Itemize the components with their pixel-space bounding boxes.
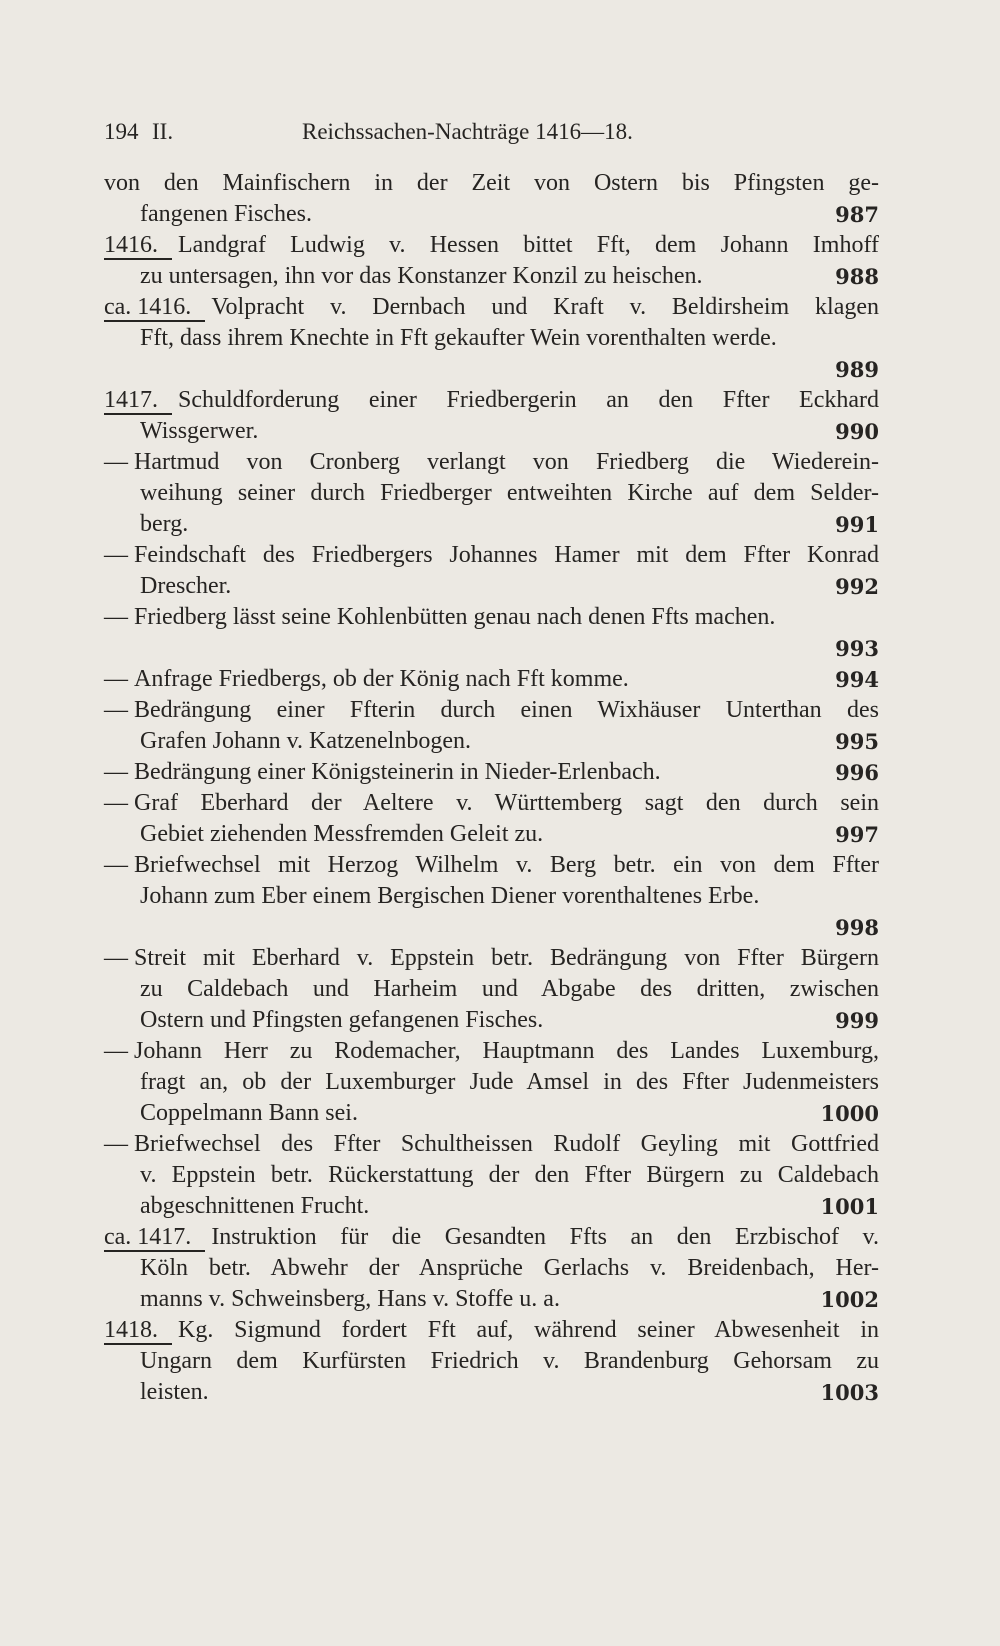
register-entry xyxy=(104,168,879,230)
entry-line xyxy=(104,1315,879,1346)
entry-text: leisten. xyxy=(140,1379,209,1405)
entry-number: 991 xyxy=(835,512,879,537)
ditto-dash: — xyxy=(104,666,128,692)
entry-number: 998 xyxy=(835,915,879,940)
entry-line xyxy=(104,1129,879,1160)
entry-text: manns v. Schweinsberg, Hans v. Stoffe u. a. xyxy=(140,1286,560,1312)
entry-date: ca. 1417. xyxy=(104,1224,205,1252)
entry-line xyxy=(104,664,879,695)
entry-text: Friedberg lässt seine Kohlenbütten genau nach denen Ffts machen. xyxy=(134,604,776,630)
entry-text: Gebiet ziehenden Messfremden Geleit zu. xyxy=(140,821,544,847)
entry-text: weihung seiner durch Friedberger entweihten Kirche auf dem Selder- xyxy=(140,480,879,506)
entry-number: 990 xyxy=(835,419,879,444)
page-number: 194 xyxy=(104,119,139,144)
entry-date: 1417. xyxy=(104,387,172,415)
entry-line xyxy=(104,199,879,230)
entry-line xyxy=(104,540,879,571)
entry-line xyxy=(104,1222,879,1253)
ditto-dash: — xyxy=(104,604,128,630)
entry-text: Wissgerwer. xyxy=(140,418,259,444)
entry-line xyxy=(104,757,879,788)
entry-number: 999 xyxy=(835,1008,879,1033)
entry-text: Bedrängung einer Ffterin durch einen Wixhäuser Unterthan des xyxy=(134,697,879,723)
entry-line xyxy=(104,850,879,881)
entry-text: fangenen Fisches. xyxy=(140,201,312,227)
ditto-dash: — xyxy=(104,852,128,878)
entry-text: Kg. Sigmund fordert Fft auf, während seiner Abwesenheit in xyxy=(178,1317,879,1343)
register-entry xyxy=(104,540,879,602)
entry-number: 993 xyxy=(835,636,879,661)
entry-line xyxy=(104,1346,879,1377)
entry-line xyxy=(104,230,879,261)
entry-line xyxy=(104,1191,879,1222)
entry-text: Johann Herr zu Rodemacher, Hauptmann des Landes Luxemburg, xyxy=(134,1038,879,1064)
entry-text: abgeschnittenen Frucht. xyxy=(140,1193,370,1219)
entry-number: 1002 xyxy=(820,1287,879,1312)
entry-line xyxy=(104,168,879,199)
entry-text: berg. xyxy=(140,511,189,537)
entry-line xyxy=(104,1098,879,1129)
entry-text: Hartmud von Cronberg verlangt von Friedberg die Wiederein- xyxy=(134,449,879,475)
entry-line xyxy=(104,292,879,323)
entry-line xyxy=(104,478,879,509)
entry-number: 989 xyxy=(835,357,879,382)
entry-text: Graf Eberhard der Aeltere v. Württemberg sagt den durch sein xyxy=(134,790,879,816)
register-entry xyxy=(104,1036,879,1129)
entry-number: 995 xyxy=(835,729,879,754)
entry-number: 994 xyxy=(835,667,879,692)
entry-line xyxy=(104,695,879,726)
ditto-dash: — xyxy=(104,945,128,971)
entry-text: von den Mainfischern in der Zeit von Ostern bis Pfingsten ge- xyxy=(104,170,879,196)
ditto-dash: — xyxy=(104,790,128,816)
entry-number: 1001 xyxy=(820,1194,879,1219)
register-entry xyxy=(104,602,879,664)
entry-line xyxy=(104,726,879,757)
running-title: Reichssachen-Nachträge 1416—18. xyxy=(302,119,633,144)
entry-list xyxy=(104,168,879,1408)
entry-line xyxy=(104,261,879,292)
entry-line xyxy=(104,447,879,478)
entry-line xyxy=(104,509,879,540)
entry-line xyxy=(104,416,879,447)
entry-line xyxy=(104,1036,879,1067)
entry-line xyxy=(104,385,879,416)
register-entry xyxy=(104,757,879,788)
register-entry xyxy=(104,664,879,695)
entry-text: Johann zum Eber einem Bergischen Diener vorenthaltenes Erbe. xyxy=(140,883,760,909)
entry-text: Briefwechsel mit Herzog Wilhelm v. Berg betr. ein von dem Ffter xyxy=(134,852,879,878)
entry-text: Köln betr. Abwehr der Ansprüche Gerlachs v. Breidenbach, Her- xyxy=(140,1255,879,1281)
entry-number: 1003 xyxy=(820,1380,879,1405)
entry-text: Grafen Johann v. Katzenelnbogen. xyxy=(140,728,471,754)
entry-line xyxy=(104,1005,879,1036)
register-entry xyxy=(104,695,879,757)
entry-date: 1418. xyxy=(104,1317,172,1345)
register-entry xyxy=(104,1222,879,1315)
entry-text: Landgraf Ludwig v. Hessen bittet Fft, dem Johann Imhoff xyxy=(178,232,879,258)
entry-line xyxy=(104,881,879,912)
entry-text: Ungarn dem Kurfürsten Friedrich v. Brandenburg Gehorsam zu xyxy=(140,1348,879,1374)
ditto-dash: — xyxy=(104,697,128,723)
entry-line xyxy=(104,323,879,354)
entry-text: Drescher. xyxy=(140,573,232,599)
register-entry xyxy=(104,1315,879,1408)
entry-number: 997 xyxy=(835,822,879,847)
entry-text: Instruktion für die Gesandten Ffts an den Erzbischof v. xyxy=(211,1224,879,1250)
register-entry xyxy=(104,230,879,292)
entry-text: v. Eppstein betr. Rückerstattung der den Ffter Bürgern zu Caldebach xyxy=(140,1162,879,1188)
entry-line xyxy=(104,1067,879,1098)
register-entry xyxy=(104,850,879,943)
entry-text: Feindschaft des Friedbergers Johannes Hamer mit dem Ffter Konrad xyxy=(134,542,879,568)
entry-line xyxy=(104,1377,879,1408)
entry-text: Coppelmann Bann sei. xyxy=(140,1100,358,1126)
entry-line xyxy=(104,1253,879,1284)
register-entry xyxy=(104,385,879,447)
register-entry xyxy=(104,788,879,850)
entry-number: 992 xyxy=(835,574,879,599)
ditto-dash: — xyxy=(104,759,128,785)
entry-number: 1000 xyxy=(820,1101,879,1126)
entry-line xyxy=(104,788,879,819)
entry-text: zu Caldebach und Harheim und Abgabe des dritten, zwischen xyxy=(140,976,879,1002)
entry-text: Bedrängung einer Königsteinerin in Nieder-Erlenbach. xyxy=(134,759,661,785)
entry-text: Ostern und Pfingsten gefangenen Fisches. xyxy=(140,1007,544,1033)
entry-number: 987 xyxy=(835,202,879,227)
entry-date: 1416. xyxy=(104,232,172,260)
entry-text: Volpracht v. Dernbach und Kraft v. Beldirsheim klagen xyxy=(211,294,879,320)
entry-line xyxy=(104,974,879,1005)
entry-line xyxy=(104,943,879,974)
register-entry xyxy=(104,1129,879,1222)
register-entry xyxy=(104,292,879,385)
entry-text: Fft, dass ihrem Knechte in Fft gekaufter Wein vorenthalten werde. xyxy=(140,325,777,351)
entry-line xyxy=(104,602,879,633)
entry-date: ca. 1416. xyxy=(104,294,205,322)
entry-line xyxy=(104,1284,879,1315)
entry-line xyxy=(104,571,879,602)
ditto-dash: — xyxy=(104,542,128,568)
entry-text: fragt an, ob der Luxemburger Jude Amsel in des Ffter Judenmeisters xyxy=(140,1069,879,1095)
ditto-dash: — xyxy=(104,449,128,475)
entry-line xyxy=(104,819,879,850)
entry-text: Streit mit Eberhard v. Eppstein betr. Bedrängung von Ffter Bürgern xyxy=(134,945,879,971)
entry-text: Schuldforderung einer Friedbergerin an den Ffter Eckhard xyxy=(178,387,879,413)
ditto-dash: — xyxy=(104,1131,128,1157)
running-head xyxy=(104,118,744,146)
entry-line xyxy=(104,1160,879,1191)
register-entry xyxy=(104,943,879,1036)
ditto-dash: — xyxy=(104,1038,128,1064)
section-label: II. xyxy=(152,119,174,144)
entry-number: 996 xyxy=(835,760,879,785)
register-entry xyxy=(104,447,879,540)
entry-text: zu untersagen, ihn vor das Konstanzer Konzil zu heischen. xyxy=(140,263,703,289)
entry-text: Briefwechsel des Ffter Schultheissen Rudolf Geyling mit Gottfried xyxy=(134,1131,879,1157)
entry-number: 988 xyxy=(835,264,879,289)
entry-text: Anfrage Friedbergs, ob der König nach Fft komme. xyxy=(134,666,629,692)
